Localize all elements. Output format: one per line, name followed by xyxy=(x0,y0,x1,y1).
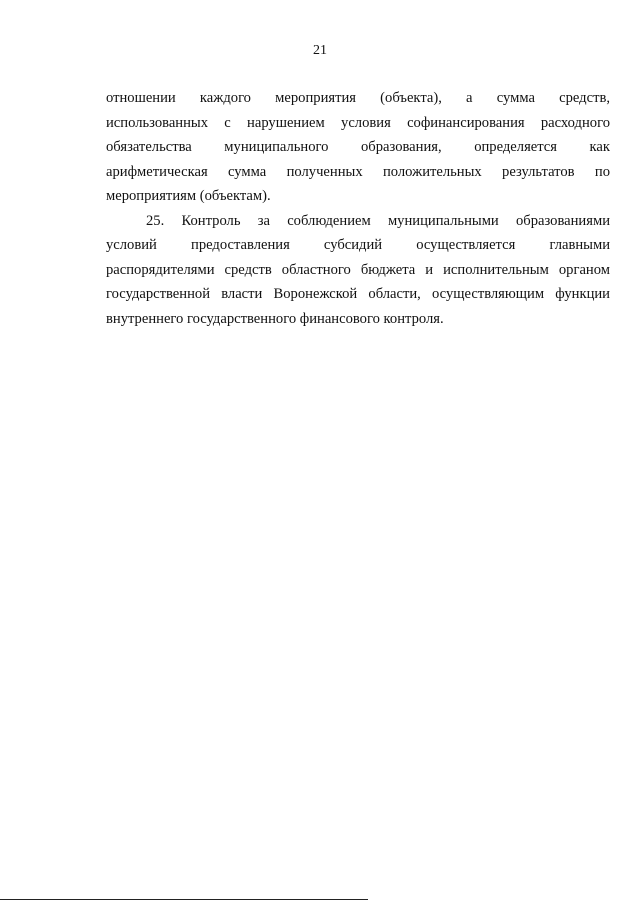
body-text xyxy=(106,86,610,331)
text-line: использованных с нарушением условия софинансирования расходного xyxy=(106,114,610,131)
text-line: обязательства муниципального образования, определяется как xyxy=(106,139,610,155)
text-line: условий предоставления субсидий осуществляется главными xyxy=(106,237,610,253)
text-line: государственной власти Воронежской области, осуществляющим функции xyxy=(106,286,610,302)
page-number: 21 xyxy=(313,43,327,58)
text-line: распорядителями средств областного бюджета и исполнительным органом xyxy=(106,261,610,278)
paragraph-continuation xyxy=(106,86,610,209)
text-line: внутреннего государственного финансового контроля. xyxy=(106,310,444,327)
paragraph-25 xyxy=(106,209,610,332)
text-line: арифметическая сумма полученных положительных результатов по xyxy=(106,163,610,180)
text-line: 25. Контроль за соблюдением муниципальными образованиями xyxy=(146,212,610,229)
bottom-divider xyxy=(0,899,368,900)
text-line: отношении каждого мероприятия (объекта), а сумма средств, xyxy=(106,90,610,106)
text-line: мероприятиям (объектам). xyxy=(106,188,271,204)
